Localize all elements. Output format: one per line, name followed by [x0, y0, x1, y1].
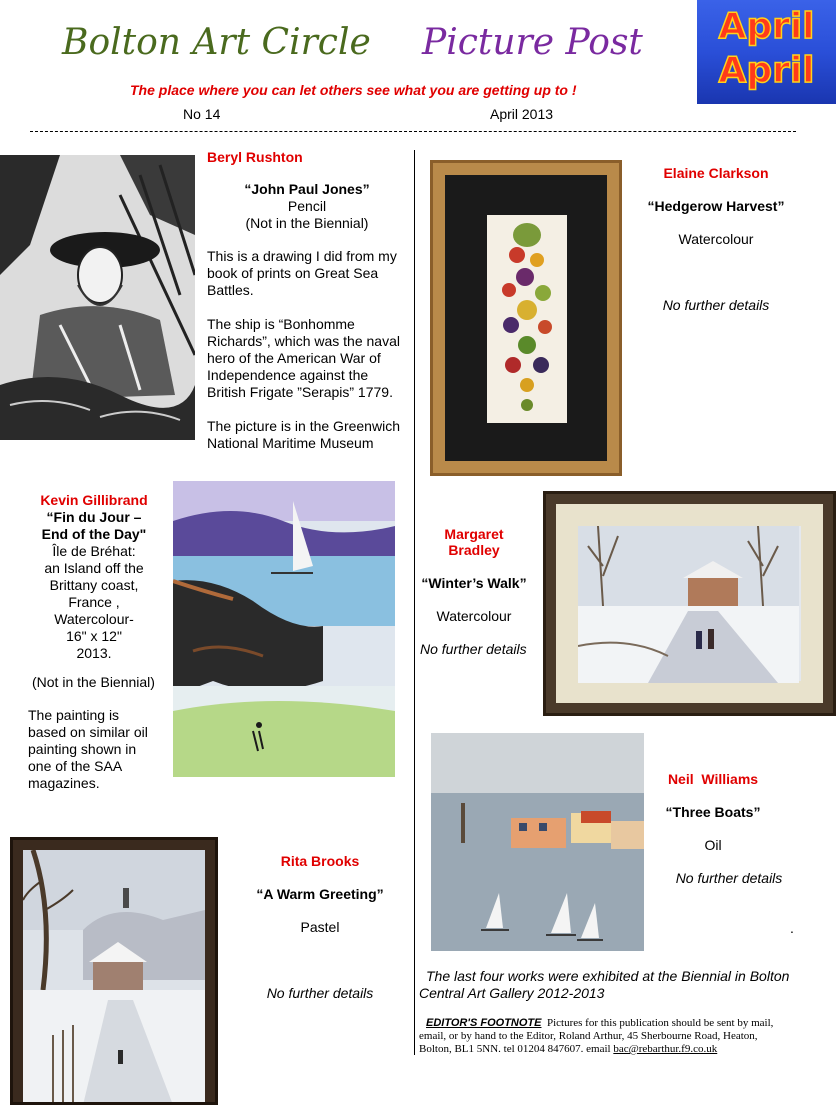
column-divider [414, 150, 415, 1055]
medium-watercolour-elaine: Watercolour [678, 231, 754, 247]
artist-beryl-rushton: Beryl Rushton [207, 149, 303, 165]
biennial-exhibit-note: The last four works were exhibited at the Biennial in Bolton Central Art Gallery 2012-2013 [419, 968, 790, 1001]
april-badge [697, 0, 836, 104]
artist-kevin-gillibrand: Kevin Gillibrand [40, 492, 148, 508]
tagline: The place where you can let others see what you are getting up to ! [130, 82, 577, 98]
issue-number: No 14 [183, 106, 221, 122]
medium-oil: Oil [704, 837, 722, 853]
artist-neil-williams: Neil Williams [667, 771, 759, 787]
winters-walk-painting [543, 491, 836, 716]
artist-rita-brooks: Rita Brooks [280, 853, 360, 869]
medium-pastel: Pastel [300, 919, 340, 935]
medium-pencil: Pencil [287, 198, 327, 214]
artist-elaine-clarkson: Elaine Clarkson [663, 165, 769, 181]
a-warm-greeting-painting [10, 837, 218, 1105]
issue-date: April 2013 [490, 106, 554, 122]
trailing-dot: . [790, 920, 794, 936]
badge-line1: April [718, 6, 815, 47]
editor-email-link[interactable]: bac@rebarthur.f9.co.uk [613, 1043, 718, 1055]
biennial-note-kevin: (Not in the Biennial) [32, 674, 155, 690]
kevin-details: “Fin du Jour – End of the Day" Île de Bréhat: an Island off the Brittany coast, France , Watercolour- 16" x 12" 2013. [41, 509, 147, 661]
beryl-description: This is a drawing I did from my book of prints on Great Sea Battles. The ship is “Bonhomme Richards”, which was the naval hero of the American War of Independence against the British Frigate ”Serapis” 1779. The picture is in the Greenwich National Maritime Museum [207, 248, 400, 451]
kevin-description: The painting is based on similar oil painting shown in one of the SAA magazines. [28, 707, 148, 791]
publication-title: Picture Post [422, 22, 643, 63]
editors-footnote: EDITOR'S FOOTNOTE Pictures for this publication should be sent by mail, email, or by hand to the Editor, Roland Arthur, 45 Sherbourne Road, Heaton, Bolton, BL1 5NN. tel 01204 847607. email bac@rebarthur.f9.co.uk [419, 1017, 774, 1055]
title-winters-walk: “Winter’s Walk” [421, 575, 527, 591]
artist-margaret-bradley-l2: Bradley [448, 542, 500, 558]
title-hedgerow-harvest: “Hedgerow Harvest” [647, 198, 785, 214]
footnote-label: EDITOR'S FOOTNOTE [426, 1017, 542, 1029]
details-neil: No further details [675, 870, 783, 886]
title-three-boats: “Three Boats” [665, 804, 761, 820]
medium-watercolour-margaret: Watercolour [436, 608, 512, 624]
club-name: Bolton Art Circle [62, 22, 371, 63]
badge-line2: April [718, 50, 815, 91]
title-a-warm-greeting: “A Warm Greeting” [256, 886, 384, 902]
details-margaret: No further details [420, 641, 527, 657]
header-divider [30, 131, 796, 132]
john-paul-jones-drawing [0, 155, 195, 440]
title-john-paul-jones: “John Paul Jones” [244, 181, 370, 197]
three-boats-painting [431, 733, 644, 951]
details-elaine: No further details [662, 297, 770, 313]
biennial-note-beryl: (Not in the Biennial) [245, 215, 369, 231]
artist-margaret-bradley-l1: Margaret [444, 526, 504, 542]
hedgerow-harvest-painting [430, 160, 622, 476]
fin-du-jour-painting [173, 481, 395, 777]
details-rita: No further details [266, 985, 374, 1001]
